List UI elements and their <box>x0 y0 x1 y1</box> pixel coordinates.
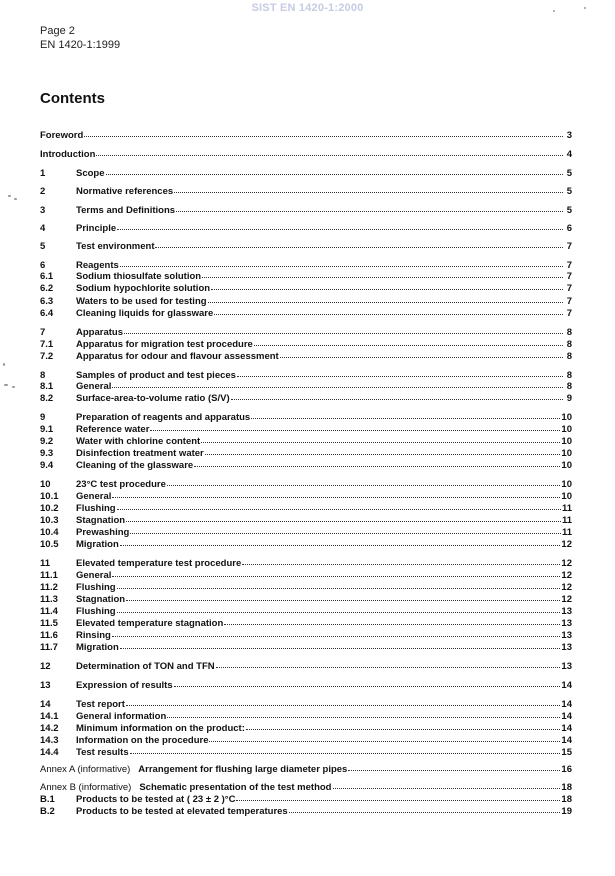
toc-page-number: 14 <box>561 723 572 734</box>
toc-section-title: Principle <box>76 223 117 234</box>
toc-section-title: Flushing <box>76 606 116 617</box>
toc-page-number: 12 <box>561 558 572 569</box>
toc-leader-dots <box>84 127 563 137</box>
toc-leader-dots <box>120 536 561 546</box>
toc-section-title: General <box>76 570 112 581</box>
toc-leader-dots <box>112 567 560 577</box>
toc-section-title: General information <box>76 711 167 722</box>
toc-section-number: 8.2 <box>40 393 54 404</box>
toc-leader-dots <box>211 280 563 290</box>
contents-title: Contents <box>40 90 105 107</box>
toc-page-number: 7 <box>566 308 572 319</box>
toc-section-title: Reagents <box>76 260 119 271</box>
toc-leader-dots <box>246 720 561 730</box>
toc-leader-dots <box>96 146 563 156</box>
toc-page-number: 7 <box>566 241 572 252</box>
toc-page-number: 6 <box>566 223 572 234</box>
toc-page-number: 3 <box>566 130 572 141</box>
page-number: Page 2 <box>40 25 75 37</box>
toc-leader-dots <box>126 512 561 522</box>
scan-speck <box>8 195 11 197</box>
toc-page-number: 4 <box>566 149 572 160</box>
toc-entry[interactable] <box>40 391 572 403</box>
toc-leader-dots <box>214 305 563 315</box>
toc-page-number: 13 <box>561 642 572 653</box>
toc-page-number: 10 <box>561 412 572 423</box>
toc-section-number: 9.4 <box>40 460 54 471</box>
toc-section-number: 11.2 <box>40 582 58 593</box>
toc-section-title: Prewashing <box>76 527 130 538</box>
toc-section-number: 14.2 <box>40 723 59 734</box>
toc-leader-dots <box>209 732 560 742</box>
watermark: SIST EN 1420-1:2000 <box>251 2 364 14</box>
toc-leader-dots <box>120 639 561 649</box>
toc-section-title: Disinfection treatment water <box>76 448 204 459</box>
toc-leader-dots <box>333 779 561 789</box>
toc-section-number: 8 <box>40 370 46 381</box>
toc-section-number: 11.4 <box>40 606 58 617</box>
toc-section-number: 6.4 <box>40 308 54 319</box>
toc-page-number: 12 <box>561 582 572 593</box>
toc-section-number: 9.3 <box>40 448 54 459</box>
toc-leader-dots <box>155 238 563 248</box>
toc-section-title: Samples of product and test pieces <box>76 370 236 381</box>
toc-section-number: 5 <box>40 241 46 252</box>
toc-leader-dots <box>117 579 561 589</box>
toc-leader-dots <box>126 696 561 706</box>
toc-section-number: 11.1 <box>40 570 58 581</box>
toc-leader-dots <box>205 445 561 455</box>
toc-section-title: Migration <box>76 539 119 550</box>
toc-page-number: 8 <box>566 381 572 392</box>
toc-annex-prefix: Annex A (informative) <box>40 764 131 775</box>
toc-section-number: 14.3 <box>40 735 59 746</box>
toc-page-number: 8 <box>566 339 572 350</box>
toc-leader-dots <box>251 409 560 419</box>
toc-leader-dots <box>106 165 563 175</box>
toc-page-number: 14 <box>561 699 572 710</box>
toc-section-number: B.2 <box>40 806 55 817</box>
toc-page-number: 7 <box>566 260 572 271</box>
toc-page-number: 8 <box>566 370 572 381</box>
toc-section-title: Foreword <box>40 130 84 141</box>
toc-leader-dots <box>130 524 561 534</box>
toc-section-title: Cleaning liquids for glassware <box>76 308 214 319</box>
toc-page-number: 10 <box>561 436 572 447</box>
toc-leader-dots <box>176 202 563 212</box>
toc-section-number: 12 <box>40 661 51 672</box>
scan-speck <box>553 10 555 12</box>
toc-section-number: 2 <box>40 186 46 197</box>
toc-section-title: Test report <box>76 699 125 710</box>
toc-page-number: 12 <box>561 570 572 581</box>
toc-page-number: 9 <box>566 393 572 404</box>
toc-leader-dots <box>112 488 560 498</box>
scan-speck <box>584 7 586 9</box>
toc-section-number: 11.7 <box>40 642 58 653</box>
document-id: EN 1420-1:1999 <box>40 39 121 51</box>
toc-leader-dots <box>208 293 563 303</box>
toc-section-number: 6 <box>40 260 46 271</box>
toc-section-title: Products to be tested at ( 23 ± 2 )°C <box>76 794 236 805</box>
toc-page-number: 7 <box>566 283 572 294</box>
page-header <box>40 24 120 52</box>
toc-page-number: 10 <box>561 479 572 490</box>
toc-page-number: 8 <box>566 327 572 338</box>
toc-section-number: 7.2 <box>40 351 54 362</box>
toc-entry[interactable] <box>40 128 572 140</box>
toc-section-title: Rinsing <box>76 630 111 641</box>
toc-leader-dots <box>237 367 563 377</box>
scan-speck <box>4 384 8 386</box>
toc-leader-dots <box>201 433 560 443</box>
toc-entry[interactable] <box>40 349 572 361</box>
toc-section-title: Apparatus for migration test procedure <box>76 339 253 350</box>
toc-entry[interactable] <box>40 203 572 215</box>
toc-section-title: Minimum information on the product: <box>76 723 245 734</box>
toc-section-title: Migration <box>76 642 119 653</box>
toc-leader-dots <box>150 421 560 431</box>
toc-entry[interactable] <box>40 281 572 293</box>
toc-leader-dots <box>167 476 561 486</box>
toc-leader-dots <box>202 268 563 278</box>
toc-page-number: 8 <box>566 351 572 362</box>
toc-entry[interactable] <box>40 745 572 757</box>
toc-section-number: 10.1 <box>40 491 59 502</box>
toc-section-title: Stagnation <box>76 515 126 526</box>
toc-section-title: Flushing <box>76 503 116 514</box>
toc-section-title: Test environment <box>76 241 155 252</box>
toc-section-number: 11.3 <box>40 594 58 605</box>
toc-section-title: Cleaning of the glassware <box>76 460 194 471</box>
toc-section-number: 9.2 <box>40 436 54 447</box>
toc-page-number: 13 <box>561 618 572 629</box>
toc-leader-dots <box>117 500 561 510</box>
toc-page-number: 10 <box>561 448 572 459</box>
toc-leader-dots <box>130 744 561 754</box>
toc-leader-dots <box>242 555 560 565</box>
toc-section-title: Information on the procedure <box>76 735 209 746</box>
toc-leader-dots <box>126 591 560 601</box>
toc-section-title: General <box>76 491 112 502</box>
toc-page-number: 10 <box>561 491 572 502</box>
toc-section-number: 11.6 <box>40 630 58 641</box>
toc-section-number: 13 <box>40 680 51 691</box>
toc-section-number: 6.3 <box>40 296 54 307</box>
toc-entry[interactable] <box>40 640 572 652</box>
toc-section-title: Preparation of reagents and apparatus <box>76 412 251 423</box>
toc-page-number: 15 <box>561 747 572 758</box>
toc-section-number: 4 <box>40 223 46 234</box>
toc-leader-dots <box>254 336 563 346</box>
toc-entry[interactable] <box>40 147 572 159</box>
toc-leader-dots <box>236 791 560 801</box>
toc-entry[interactable] <box>40 221 572 233</box>
toc-leader-dots <box>194 457 560 467</box>
toc-leader-dots <box>112 627 561 637</box>
toc-entry[interactable] <box>40 239 572 251</box>
toc-section-number: 11 <box>40 558 51 569</box>
toc-section-title: General <box>76 381 112 392</box>
toc-leader-dots <box>124 324 563 334</box>
toc-leader-dots <box>117 220 563 230</box>
toc-section-title: Sodium hypochlorite solution <box>76 283 211 294</box>
toc-page-number: 12 <box>561 539 572 550</box>
toc-page-number: 14 <box>561 735 572 746</box>
toc-section-number: 14.4 <box>40 747 59 758</box>
toc-section-number: 8.1 <box>40 381 54 392</box>
toc-section-title: Expression of results <box>76 680 173 691</box>
toc-page-number: 14 <box>561 680 572 691</box>
toc-section-title: Arrangement for flushing large diameter pipes <box>138 764 348 775</box>
toc-entry[interactable] <box>40 306 572 318</box>
toc-section-number: B.1 <box>40 794 55 805</box>
toc-page-number: 16 <box>561 764 572 775</box>
toc-leader-dots <box>112 378 563 388</box>
toc-leader-dots <box>167 708 560 718</box>
toc-page-number: 5 <box>566 205 572 216</box>
toc-section-number: 1 <box>40 168 46 179</box>
toc-leader-dots <box>174 677 561 687</box>
toc-section-title: Water with chlorine content <box>76 436 201 447</box>
toc-section-title: Scope <box>76 168 105 179</box>
toc-section-title: Apparatus <box>76 327 123 338</box>
toc-section-number: 6.1 <box>40 271 54 282</box>
toc-section-title: Stagnation <box>76 594 126 605</box>
toc-section-number: 10 <box>40 479 51 490</box>
toc-leader-dots <box>117 603 561 613</box>
toc-section-title: Introduction <box>40 149 96 160</box>
toc-section-number: 14.1 <box>40 711 59 722</box>
toc-section-number: 7 <box>40 327 46 338</box>
toc-section-number: 10.2 <box>40 503 59 514</box>
toc-entry[interactable] <box>40 762 572 774</box>
toc-section-number: 9.1 <box>40 424 54 435</box>
toc-page-number: 19 <box>561 806 572 817</box>
toc-page-number: 13 <box>561 661 572 672</box>
toc-page-number: 12 <box>561 594 572 605</box>
scan-speck <box>3 363 5 366</box>
toc-section-title: Surface-area-to-volume ratio (S/V) <box>76 393 230 404</box>
toc-entry[interactable] <box>40 458 572 470</box>
toc-section-number: 10.5 <box>40 539 59 550</box>
toc-section-title: Test results <box>76 747 129 758</box>
toc-section-title: Apparatus for odour and flavour assessment <box>76 351 279 362</box>
toc-section-title: 23°C test procedure <box>76 479 166 490</box>
toc-page-number: 18 <box>561 794 572 805</box>
toc-page-number: 11 <box>561 503 572 514</box>
toc-section-title: Determination of TON and TFN <box>76 661 215 672</box>
toc-entry[interactable] <box>40 537 572 549</box>
toc-section-title: Schematic presentation of the test method <box>139 782 332 793</box>
toc-entry[interactable] <box>40 678 572 690</box>
toc-page-number: 10 <box>561 460 572 471</box>
toc-leader-dots <box>231 390 563 400</box>
toc-entry[interactable] <box>40 166 572 178</box>
toc-section-title: Reference water <box>76 424 150 435</box>
toc-section-number: 6.2 <box>40 283 54 294</box>
toc-leader-dots <box>224 615 560 625</box>
toc-page-number: 5 <box>566 168 572 179</box>
toc-leader-dots <box>348 761 560 771</box>
toc-section-title: Elevated temperature stagnation <box>76 618 224 629</box>
toc-page-number: 11 <box>561 527 572 538</box>
toc-section-number: 3 <box>40 205 46 216</box>
toc-page-number: 18 <box>561 782 572 793</box>
toc-page-number: 13 <box>561 606 572 617</box>
toc-page-number: 7 <box>566 271 572 282</box>
toc-section-title: Elevated temperature test procedure <box>76 558 242 569</box>
toc-section-title: Sodium thiosulfate solution <box>76 271 202 282</box>
toc-section-number: 7.1 <box>40 339 54 350</box>
toc-section-number: 14 <box>40 699 51 710</box>
toc-section-number: 11.5 <box>40 618 58 629</box>
toc-page-number: 14 <box>561 711 572 722</box>
toc-leader-dots <box>174 183 563 193</box>
toc-leader-dots <box>120 257 563 267</box>
toc-leader-dots <box>289 803 561 813</box>
toc-page-number: 10 <box>561 424 572 435</box>
toc-entry[interactable] <box>40 804 572 816</box>
toc-section-title: Flushing <box>76 582 116 593</box>
toc-page-number: 7 <box>566 296 572 307</box>
toc-entry[interactable] <box>40 659 572 671</box>
toc-page-number: 11 <box>561 515 572 526</box>
toc-section-number: 10.3 <box>40 515 59 526</box>
toc-page-number: 13 <box>561 630 572 641</box>
toc-section-number: 9 <box>40 412 46 423</box>
toc-annex-prefix: Annex B (informative) <box>40 782 132 793</box>
toc-leader-dots <box>216 658 561 668</box>
scan-speck <box>12 386 15 388</box>
toc-section-title: Waters to be used for testing <box>76 296 207 307</box>
toc-page-number: 5 <box>566 186 572 197</box>
toc-entry[interactable] <box>40 184 572 196</box>
toc-section-title: Normative references <box>76 186 174 197</box>
toc-section-number: 10.4 <box>40 527 59 538</box>
toc-section-title: Products to be tested at elevated temperatures <box>76 806 288 817</box>
scan-speck <box>14 198 17 200</box>
toc-section-title: Terms and Definitions <box>76 205 176 216</box>
toc-leader-dots <box>280 348 563 358</box>
